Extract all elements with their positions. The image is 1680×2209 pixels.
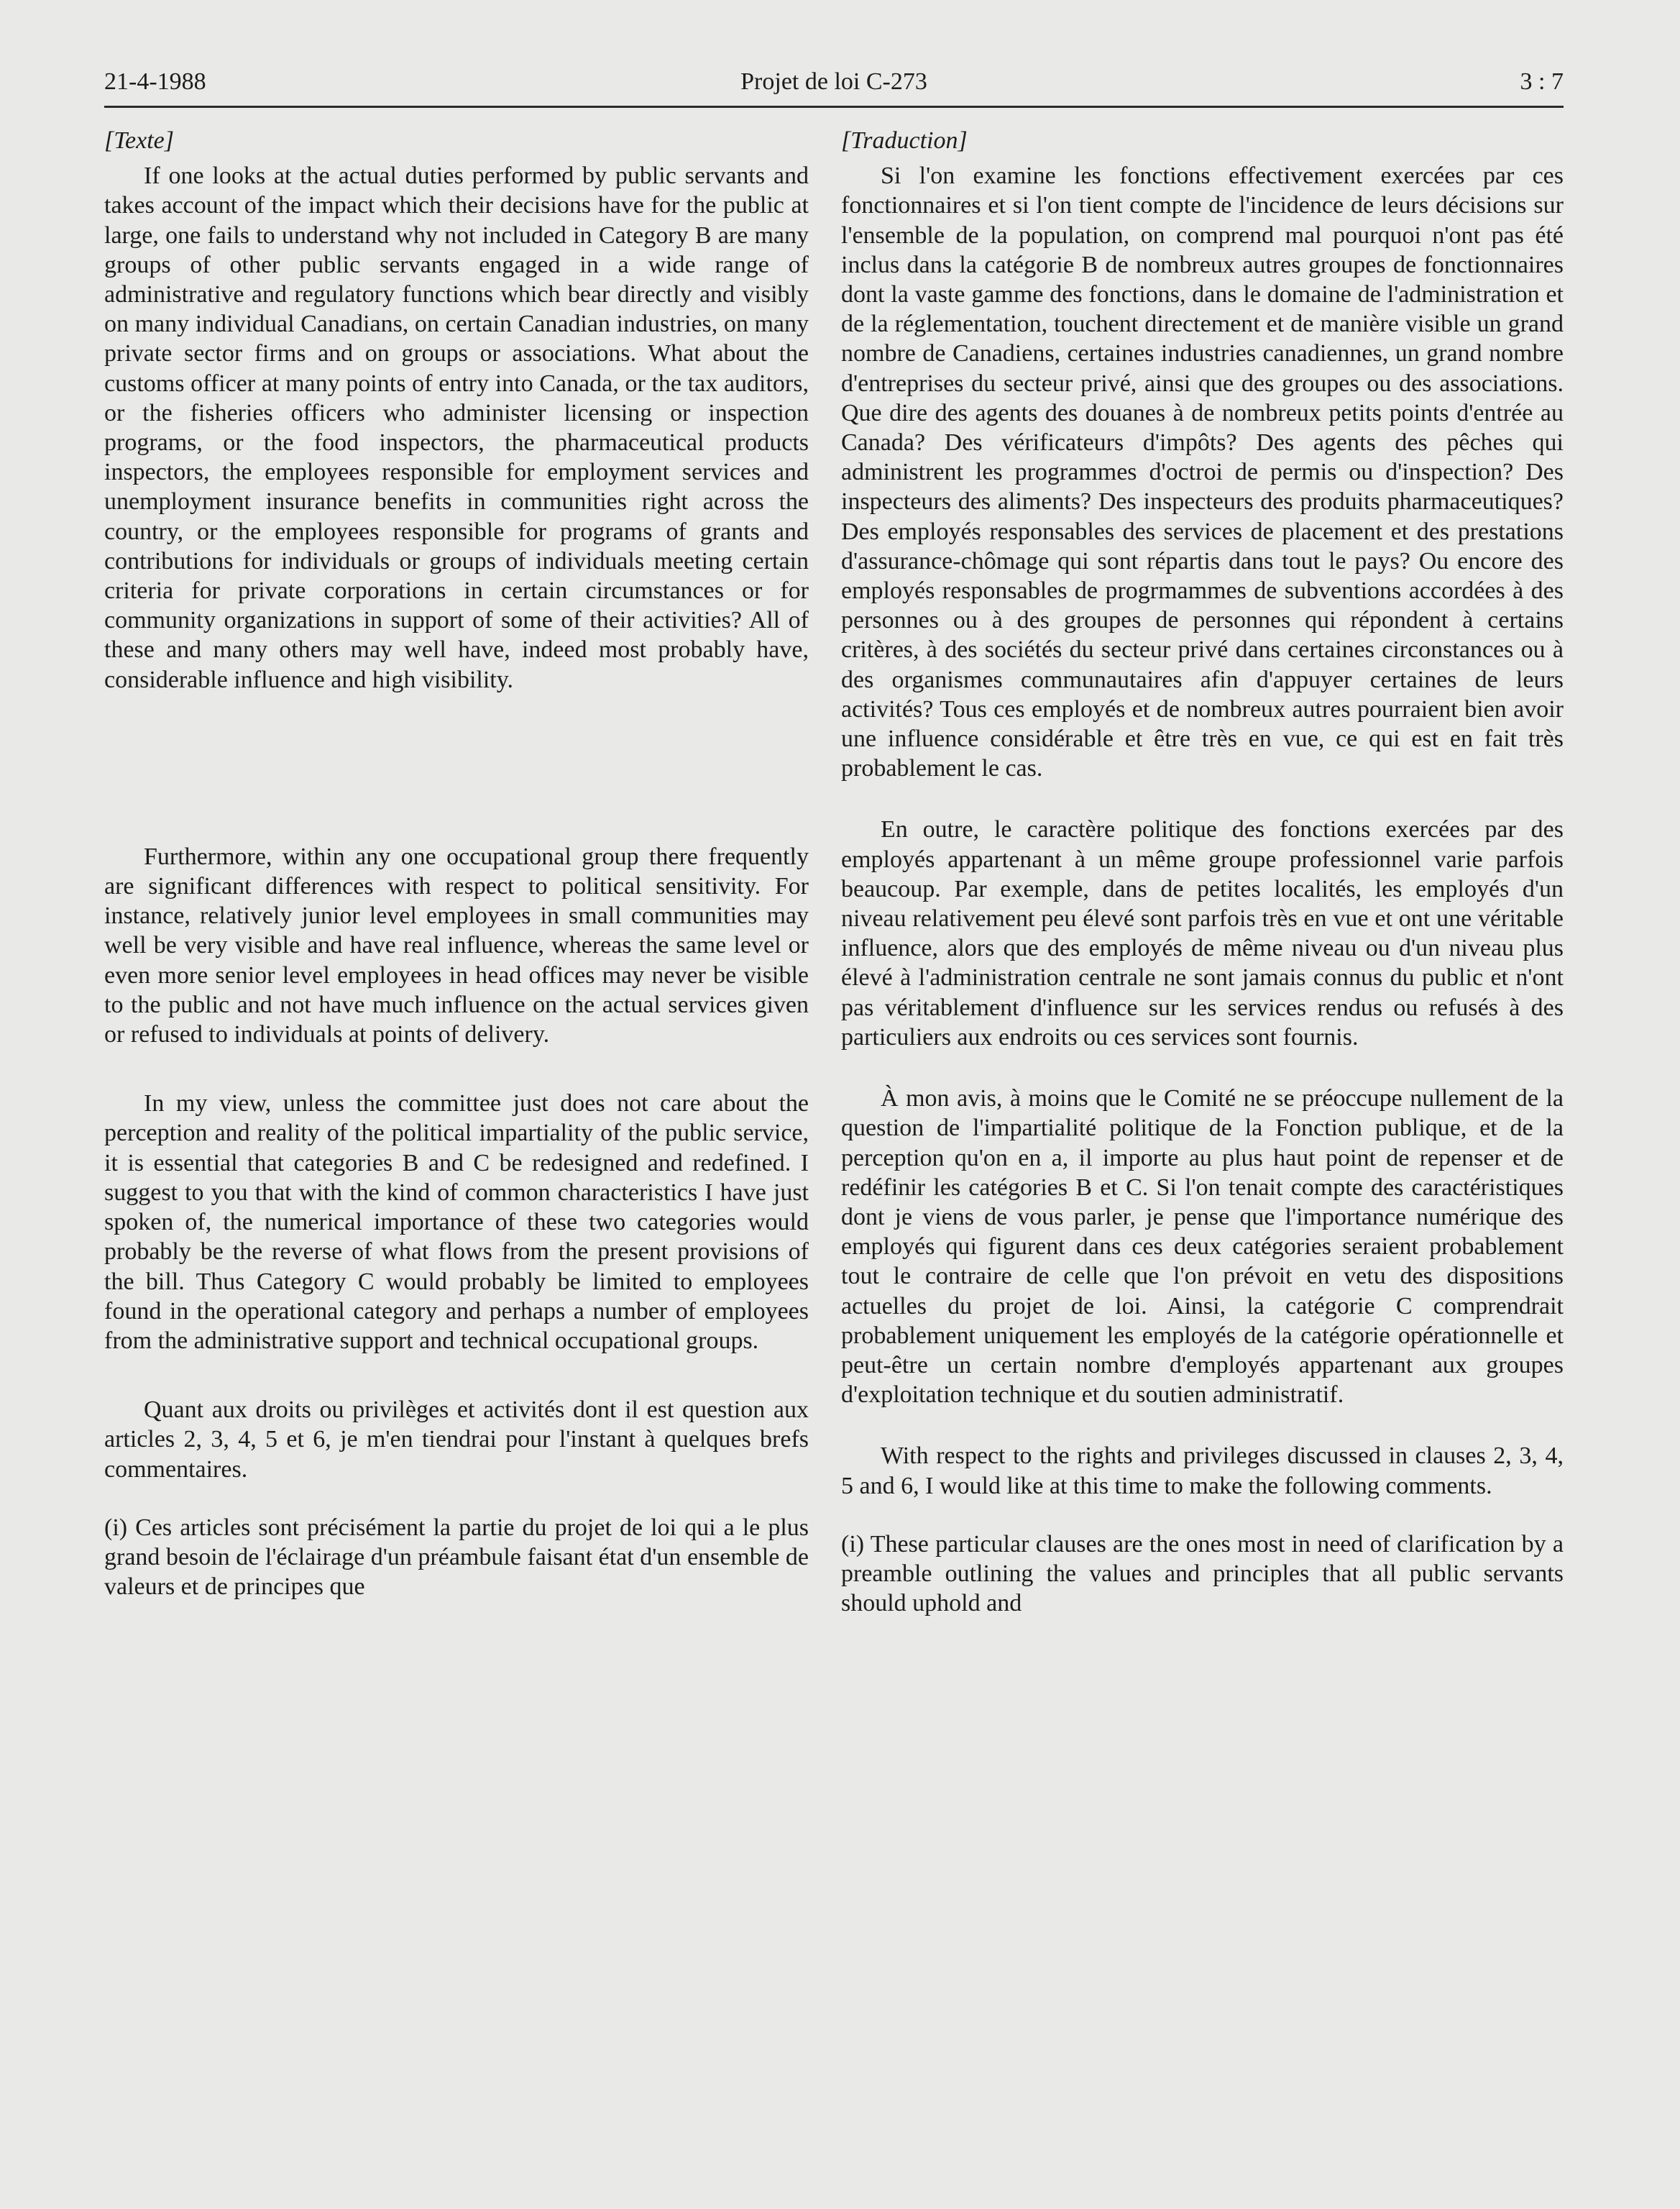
column-label-texte: [Texte] [104,127,174,154]
column-label-traduction: [Traduction] [841,127,968,154]
paragraph: With respect to the rights and privileges discussed in clauses 2, 3, 4, 5 and 6, I would like at this time to make the following comments. [841,1442,1564,1499]
header-page-number: 3 : 7 [1520,68,1564,95]
paragraph: In my view, unless the committee just does not care about the perception and reality of the political impartiality of the public service, it is essential that categories B and C be redesigned and redefined. I suggest to you that with the kind of common characteristics I have just spoken of, the numerical importance of these two categories would probably be the reverse of what flows from the present provisions of the bill. Thus Category C would probably be limited to employees found in the operational category and perhaps a number of employees from the administrative support and technical occupational groups. [104,1090,809,1354]
paragraph: Furthermore, within any one occupational group there frequently are significant differences with respect to political sensitivity. For instance, relatively junior level employees in small communities may well be very visible and have real influence, whereas the same level or even more senior level employees in head offices may never be visible to the public and not have much influence on the actual services given or refused to individuals at points of delivery. [104,843,809,1048]
paragraph: Quant aux droits ou privilèges et activités dont il est question aux articles 2, 3, 4, 5 et 6, je m'en tiendrai pour l'instant à quelques brefs commentaires. [104,1396,809,1483]
paragraph: En outre, le caractère politique des fonctions exercées par des employés appartenant à un même groupe professionnel varie parfois beaucoup. Par exemple, dans de petites localités, les employés d'un niveau relativement peu élevé sont parfois très en vue et ont une véritable influence, alors que des employés de même niveau ou d'un niveau plus élevé à l'administration centrale ne sont jamais connus du public et n'ont pas véritablement d'influence sur les services rendus ou refusés à des particuliers aux endroits ou ces services sont fournis. [841,816,1564,1051]
paragraph: Si l'on examine les fonctions effectivement exercées par ces fonctionnaires et si l'on tient compte de l'incidence de leurs décisions sur l'ensemble de la population, on comprend mal pourquoi n'ont pas été inclus dans la catégorie B de nombreux autres groupes de fonctionnaires dont la vaste gamme des fonctions, dans le domaine de l'administration et de la réglementation, touchent directement et de manière visible un grand nombre de Canadiens, certaines industries canadiennes, un grand nombre d'entreprises du secteur privé, ainsi que des groupes ou des associations. Que dire des agents des douanes à de nombreux petits points d'entrée au Canada? Des vérificateurs d'impôts? Des agents des pêches qui administrent les programmes d'octroi de permis ou d'inspection? Des inspecteurs des aliments? Des inspecteurs des produits pharmaceutiques? Des employés responsables des services de placement et des prestations d'assurance-chômage qui sont répartis dans tout le pays? Ou encore des employés responsables de progrmammes de subventions accordées à des personnes ou à des groupes de personnes qui répondent à certains critères, à des sociétés du secteur privé dans certaines circonstances ou à des organismes communautaires afin d'appuyer certaines de leurs activités? Tous ces employés et de nombreux autres pourraient bien avoir une influence considérable et être très en vue, ce qui est en fait très probablement le cas. [841,163,1564,782]
paragraph-item-i: (i) These particular clauses are the ones most in need of clarification by a preamble outlining the values and principles that all public servants should uphold and [841,1530,1564,1617]
page-header [104,68,1564,108]
header-title: Projet de loi C-273 [740,68,927,95]
left-column-original-text [104,126,809,1601]
right-column-translation [841,126,1564,1618]
paragraph: If one looks at the actual duties performed by public servants and takes account of the impact which their decisions have for the public at large, one fails to understand why not included in Category B are many groups of other public servants engaged in a wide range of administrative and regulatory functions which bear directly and visibly on many individual Canadians, on certain Canadian industries, on many private sector firms and on groups or associations. What about the customs officer at many points of entry into Canada, or the tax auditors, or the fisheries officers who administer licensing or inspection programs, or the food inspectors, the pharmaceutical products inspectors, the employees responsible for employment services and unemployment insurance benefits in communities right across the country, or the employees responsible for programs of grants and contributions for individuals or groups of individuals meeting certain criteria for private corporations in certain circumstances or for community organizations in support of some of their activities? All of these and many others may well have, indeed most probably have, considerable influence and high visibility. [104,163,809,693]
header-date: 21-4-1988 [104,68,206,95]
paragraph: À mon avis, à moins que le Comité ne se préoccupe nullement de la question de l'impartialité politique de la Fonction publique, et de la perception qu'on en a, il importe au plus haut point de repenser et de redéfinir les catégories B et C. Si l'on tenait compte des caractéristiques dont je viens de vous parler, je pense que l'importance numérique des employés qui figurent dans ces deux catégories seraient probablement tout le contraire de celle que l'on prévoit en vetu des dispositions actuelles du projet de loi. Ainsi, la catégorie C comprendrait probablement uniquement les employés de la catégorie opérationnelle et peut-être un certain nombre d'employés appartenant aux groupes d'exploitation technique et du soutien administratif. [841,1085,1564,1409]
paragraph-item-i: (i) Ces articles sont précisément la partie du projet de loi qui a le plus grand besoin de l'éclairage d'un préambule faisant état d'un ensemble de valeurs et de principes que [104,1514,809,1601]
